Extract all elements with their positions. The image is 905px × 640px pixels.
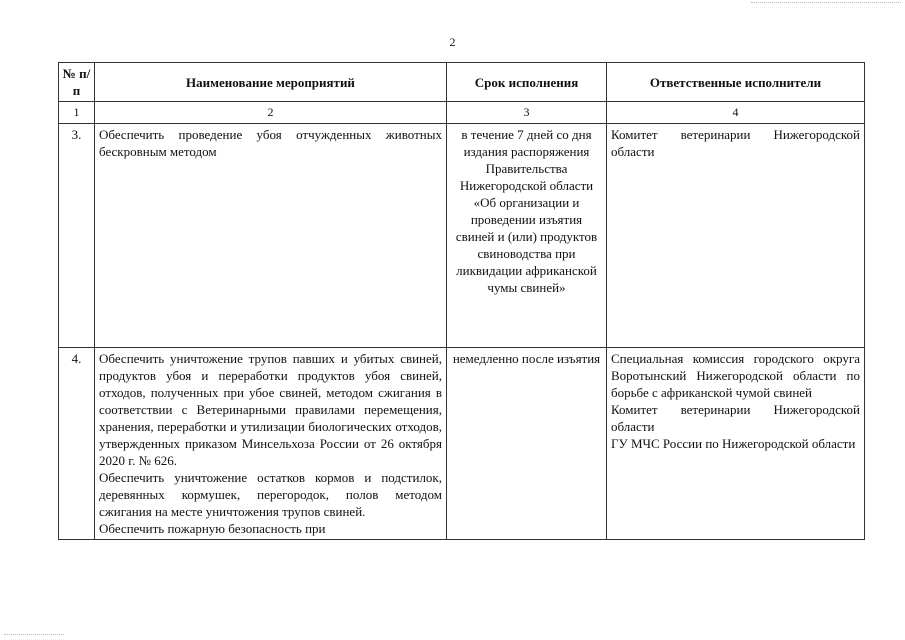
deadline: в течение 7 дней со дня издания распоряжения Правительства Нижегородской области «Об организации и проведении изъятия свиней и (или) продуктов свиноводства при ликвидации африканской чумы свиней» (447, 124, 607, 348)
index-cell: 1 (59, 102, 95, 124)
index-cell: 2 (95, 102, 447, 124)
measure-paragraph: Обеспечить уничтожение трупов павших и убитых свиней, продуктов убоя и переработки продуктов убоя свиней, отходов, полученных при убое свиней, методом сжигания в соответствии с Ветеринарными правилами перемещения, хранения, переработки и утилизации биологических отходов, утвержденных приказом Минсельхоза России от 26 октября 2020 г. № 626. (99, 351, 442, 468)
header-deadline: Срок исполнения (447, 63, 607, 102)
responsible-line: Комитет ветеринарии Нижегородской области (611, 402, 860, 434)
page-number: 2 (449, 35, 456, 49)
row-number: 4. (59, 348, 95, 540)
header-row (59, 63, 865, 102)
header-responsible: Ответственные исполнители (607, 63, 865, 102)
row-number: 3. (59, 124, 95, 348)
table-row (59, 348, 865, 540)
responsible (607, 124, 865, 348)
responsible-line: ГУ МЧС России по Нижегородской области (611, 436, 856, 451)
measure-name (95, 124, 447, 348)
responsible-line: Комитет ветеринарии Нижегородской области (611, 127, 860, 159)
table-row (59, 124, 865, 348)
index-cell: 4 (607, 102, 865, 124)
measure-paragraph: Обеспечить пожарную безопасность при (99, 521, 326, 536)
header-name: Наименование мероприятий (95, 63, 447, 102)
measure-name (95, 348, 447, 540)
responsible (607, 348, 865, 540)
responsible-line: Специальная комиссия городского округа Воротынский Нижегородской области по борьбе с африканской чумой свиней (611, 351, 860, 400)
measure-paragraph: Обеспечить проведение убоя отчужденных животных бескровным методом (99, 127, 442, 159)
deadline: немедленно после изъятия (447, 348, 607, 540)
scan-artifact-top (751, 2, 901, 3)
index-cell: 3 (447, 102, 607, 124)
measures-table (58, 62, 865, 540)
index-row (59, 102, 865, 124)
header-num: № п/п (59, 63, 95, 102)
scan-artifact-bottom (4, 634, 64, 635)
measure-paragraph: Обеспечить уничтожение остатков кормов и подстилок, деревянных кормушек, перегородок, полов методом сжигания на месте уничтожения трупов свиней. (99, 470, 442, 519)
